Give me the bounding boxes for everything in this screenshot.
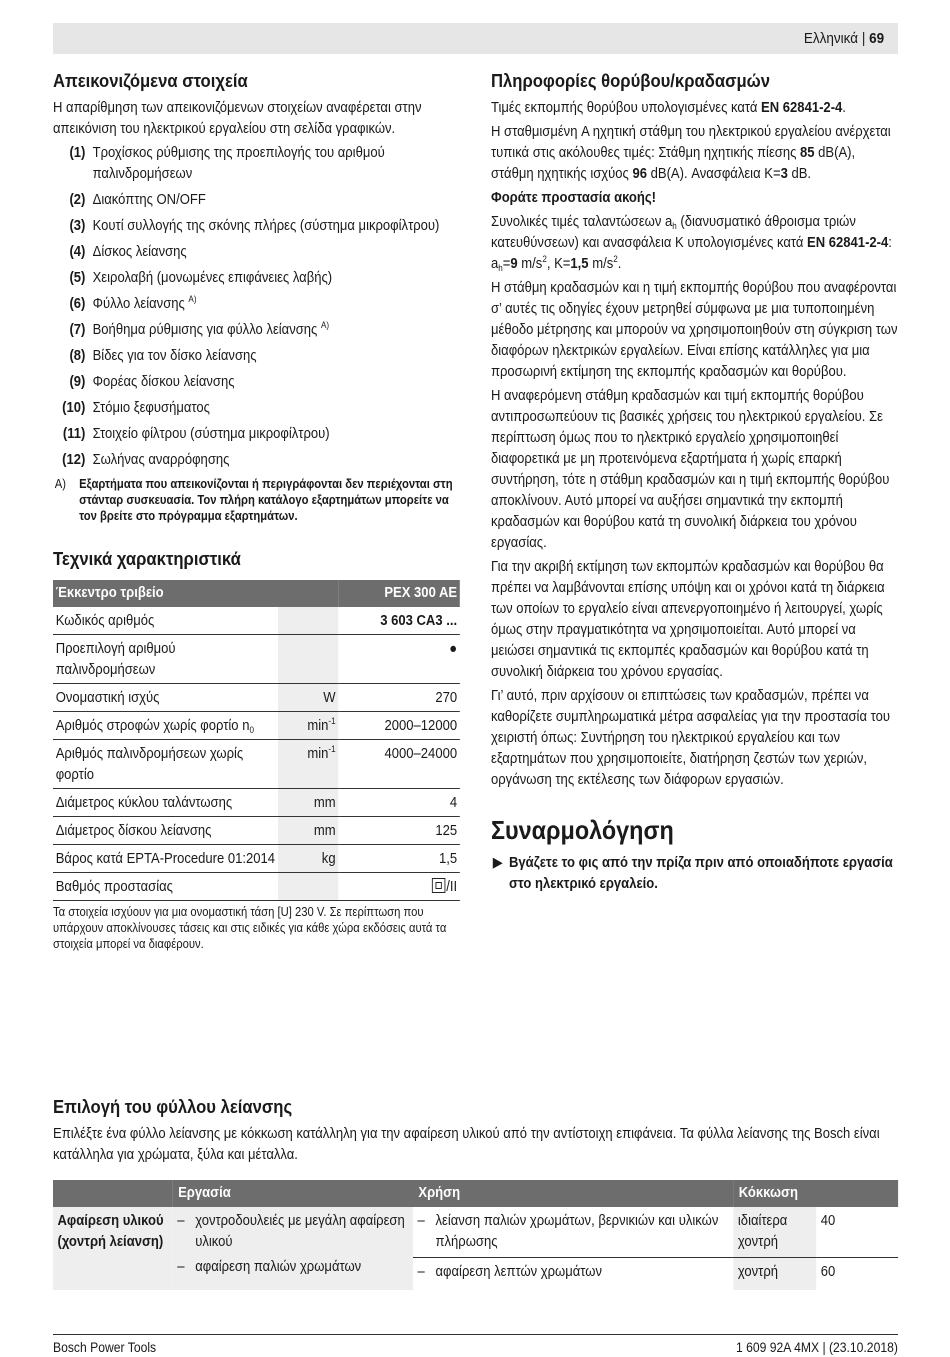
tech-value: 1,5 (338, 845, 460, 873)
component-item (53, 346, 460, 367)
assembly-title: Συναρμολόγηση (491, 815, 674, 845)
component-text: Στοιχείο φίλτρου (σύστημα μικροφίλτρου) (92, 426, 330, 442)
component-number: (12) (62, 452, 86, 468)
protection-class-icon (432, 878, 446, 893)
component-number: (7) (69, 322, 86, 338)
tech-label: Ονομαστική ισχύς (53, 684, 278, 712)
components-list (53, 143, 460, 471)
tech-table (53, 580, 460, 900)
component-note: A) (320, 320, 330, 330)
component-item (53, 216, 460, 237)
noise-p5: Η αναφερόμενη στάθμη κραδασμών και τιμή εκπομπής θορύβου αντιπροσωπεύουν τις βασικές χρήσεις του ηλεκτρικού εργαλείου. Σε περίπτωση όμως που το ηλεκτρικό εργαλείο χρησιμοποιηθεί διαφορετικά με μη προτεινόμενα εξαρτήματα ή χωρίς επαρκή συντήρηση, τότε η στάθμη κραδασμών και η τιμή εκπομπής θορύβου αποκλίνουν. Αυτό μπορεί να αυξήσει σημαντικά την εκπομπή κραδασμών και θορύβου κατά τη συνολική διάρκεια του χρόνου εργασίας. (491, 388, 890, 551)
sanding-header-grit: Κόκκωση (733, 1180, 898, 1207)
sanding-section (53, 1094, 898, 1290)
sanding-title: Επιλογή του φύλλου λείανσης (53, 1096, 293, 1117)
component-number: (4) (69, 244, 86, 260)
component-text: Δίσκος λείανσης (92, 244, 187, 260)
tech-value: 4000–24000 (338, 740, 460, 789)
footer-divider (53, 1334, 898, 1335)
sanding-header-row (53, 1180, 898, 1207)
tech-label: Προεπιλογή αριθμού παλινδρομήσεων (53, 635, 278, 684)
tech-label: Βάρος κατά EPTA-Procedure 01:2014 (53, 845, 278, 873)
component-note: A) (188, 294, 197, 304)
component-text: Στόμιο ξεφυσήματος (92, 400, 210, 416)
tech-row (53, 817, 460, 845)
assembly-warning (491, 853, 899, 895)
sanding-row-label: Αφαίρεση υλικού (χοντρή λείανση) (53, 1207, 173, 1290)
sanding-row (53, 1207, 898, 1258)
tech-unit (278, 635, 338, 684)
component-item (53, 398, 460, 419)
noise-p6: Για την ακριβή εκτίμηση των εκπομπών κραδασμών και θορύβου θα πρέπει να λαμβάνονται επίσης υπόψη και οι χρόνοι κατά τη διάρκεια των οποίων το εργαλείο είναι απενεργοποιημένο ή λειτουργεί, χωρίς όμως στην πραγματικότητα να χρησιμοποιείται. Αυτό μπορεί να μειώσει σημαντικά τις εκπομπές κραδασμών και θορύβου κατά τη συνολική διάρκεια του χρόνου εργασίας. (491, 559, 885, 680)
noise-p2: Η σταθμισμένη A ηχητική στάθμη του ηλεκτρικού εργαλείου ανέρχεται τυπικά στις ακόλουθες τιμές: Στάθμη ηχητικής πίεσης 85 dB(A), στάθμη ηχητικής ισχύος 96 dB(A). Ανασφάλεια K=3 dB. (491, 124, 891, 182)
tech-row (53, 845, 460, 873)
noise-p3: Συνολικές τιμές ταλαντώσεων $a_h$ (διανυσματικό άθροισμα τριών κατευθύνσεων) και ανασφάλεια K υπολογισμένες κατά EN 62841-2-4: $a_h=9$ $m/s^2$, K=1,5 $m/s^2$. (491, 214, 892, 273)
page-header-text: Ελληνικά | 69 (803, 30, 884, 47)
right-column (491, 68, 899, 895)
component-text: Φορέας δίσκου λείανσης (92, 374, 235, 390)
component-item (53, 320, 460, 341)
tech-value: /II (338, 873, 460, 901)
tech-unit: $\min^{-1}$ (278, 712, 338, 740)
noise-p1: Τιμές εκπομπής θορύβου υπολογισμένες κατά EN 62841-2-4. (491, 100, 846, 116)
component-number: (5) (69, 270, 86, 286)
component-text: Διακόπτης ON/OFF (92, 192, 206, 208)
component-number: (6) (69, 296, 86, 312)
tech-value: ● (338, 635, 460, 684)
component-text: Φύλλο λείανσης (92, 296, 185, 312)
page-header (53, 23, 898, 54)
tech-value: 270 (338, 684, 460, 712)
tech-label: Αριθμός στροφών χωρίς φορτίο $n_0$ (53, 712, 278, 740)
component-number: (3) (69, 218, 86, 234)
components-title: Απεικονιζόμενα στοιχεία (53, 70, 248, 91)
component-item (53, 450, 460, 471)
sanding-grit-text: ιδιαίτερα χοντρή (733, 1207, 816, 1258)
tech-unit (278, 873, 338, 901)
component-number: (1) (69, 145, 86, 161)
component-text: Κουτί συλλογής της σκόνης πλήρες (σύστημα μικροφίλτρου) (92, 218, 440, 234)
sanding-task-item: – χοντροδουλειές με μεγάλη αφαίρεση υλικού (177, 1213, 405, 1250)
left-column (53, 68, 460, 952)
tech-value: 125 (338, 817, 460, 845)
components-footnote (53, 476, 460, 524)
tech-label: Βαθμός προστασίας (55, 879, 173, 895)
sanding-usage-cell: – αφαίρεση λεπτών χρωμάτων (417, 1264, 602, 1280)
page-number: 69 (868, 30, 884, 47)
warning-triangle-icon: ▶ (492, 855, 503, 871)
tech-unit: W (278, 684, 338, 712)
component-text: Βίδες για τον δίσκο λείανσης (92, 348, 257, 364)
tech-unit (278, 607, 338, 635)
tech-note: Τα στοιχεία ισχύουν για μια ονομαστική τάση [U] 230 V. Σε περίπτωση που υπάρχουν αποκλίνουσες τάσεις και στις ειδικές για κάθε χώρα εκδόσεις αυτά τα στοιχεία μπορεί να διαφέρουν. (53, 900, 460, 952)
tech-row (53, 607, 460, 635)
noise-p7: Γι’ αυτό, πριν αρχίσουν οι επιπτώσεις των κραδασμών, πρέπει να καθορίζετε συμπληρωματικά μέτρα ασφαλείας για την προστασία του χειριστή όπως: Συντήρηση του ηλεκτρικού εργαλείου και των εξαρτημάτων που χρησιμοποιείτε, διατήρηση ζεστών των χεριών, οργάνωση της εκτέλεσης των διάφορων εργασιών. (491, 688, 890, 788)
component-number: (8) (69, 348, 86, 364)
component-item (53, 190, 460, 211)
component-item (53, 268, 460, 289)
sanding-grit-text: χοντρή (733, 1258, 816, 1290)
assembly-warning-text: Βγάζετε το φις από την πρίζα πριν από οποιαδήποτε εργασία στο ηλεκτρικό εργαλείο. (509, 855, 893, 892)
component-number: (2) (69, 192, 86, 208)
sanding-intro: Επιλέξτε ένα φύλλο λείανσης με κόκκωση κατάλληλη για την αφαίρεση υλικού από την αντίστοιχη επιφάνεια. Τα φύλλα λείανσης της Bosch είναι κατάλληλα για χρώματα, ξύλα και μέταλλα. (53, 1126, 880, 1163)
footnote-text: Εξαρτήματα που απεικονίζονται ή περιγράφονται δεν περιέχονται στη στάνταρ συσκευασία. Τον πλήρη κατάλογο εξαρτημάτων μπορείτε να τον βρείτε στο πρόγραμμα εξαρτημάτων. (79, 477, 453, 523)
hearing-warning: Φοράτε προστασία ακοής! (491, 190, 657, 206)
tech-row (53, 789, 460, 817)
tech-label: Αριθμός παλινδρομήσεων χωρίς φορτίο (53, 740, 278, 789)
sanding-grit-value: 60 (820, 1264, 836, 1280)
component-text: Σωλήνας αναρρόφησης (92, 452, 230, 468)
component-item (53, 294, 460, 315)
tech-unit: $\min^{-1}$ (278, 740, 338, 789)
tech-header-model: PEX 300 AE (338, 580, 460, 607)
footer-brand: Bosch Power Tools (53, 1340, 157, 1355)
tech-unit: mm (278, 789, 338, 817)
noise-title: Πληροφορίες θορύβου/κραδασμών (491, 70, 770, 91)
footnote-mark: A) (54, 477, 67, 491)
component-item (53, 242, 460, 263)
tech-row (53, 740, 460, 789)
sanding-task-item: – αφαίρεση παλιών χρωμάτων (177, 1259, 362, 1275)
tech-unit: mm (278, 817, 338, 845)
component-item (53, 372, 460, 393)
tech-header-label: Έκκεντρο τριβείο (53, 580, 338, 607)
sanding-usage-cell: – λείανση παλιών χρωμάτων, βερνικιών και υλικών πλήρωσης (413, 1207, 733, 1258)
tech-unit: kg (278, 845, 338, 873)
sanding-header-usage: Χρήση (413, 1180, 733, 1207)
component-number: (10) (62, 400, 86, 416)
tech-row (53, 635, 460, 684)
component-number: (11) (62, 426, 86, 442)
tech-label: Διάμετρος δίσκου λείανσης (53, 817, 278, 845)
component-text: Τροχίσκος ρύθμισης της προεπιλογής του αριθμού παλινδρομήσεων (92, 145, 385, 182)
tech-header-row (53, 580, 460, 607)
tech-row (53, 712, 460, 740)
component-number: (9) (69, 374, 86, 390)
tech-value: 4 (338, 789, 460, 817)
component-item (53, 143, 460, 185)
component-text: Βοήθημα ρύθμισης για φύλλο λείανσης (92, 322, 318, 338)
components-intro: Η απαρίθμηση των απεικονιζόμενων στοιχείων αναφέρεται στην απεικόνιση του ηλεκτρικού εργαλείου στη σελίδα γραφικών. (53, 100, 422, 137)
component-item (53, 424, 460, 445)
tech-label: Διάμετρος κύκλου ταλάντωσης (53, 789, 278, 817)
tech-row (53, 873, 460, 901)
tech-row (53, 684, 460, 712)
footer-doc-number: 1 609 92A 4MX | (23.10.2018) (736, 1340, 898, 1355)
sanding-table (53, 1180, 898, 1290)
sanding-tasks (173, 1207, 413, 1290)
sanding-grit-value: 40 (816, 1207, 898, 1258)
noise-p4: Η στάθμη κραδασμών και η τιμή εκπομπής θορύβου που αναφέρονται σ’ αυτές τις οδηγίες έχουν μετρηθεί σύμφωνα με μια τυποποιημένη μέθοδο μέτρησης και μπορούν να χρησιμοποιηθούν στη σύγκριση των διαφόρων ηλεκτρικών εργαλείων. Είναι επίσης κατάλληλες για μια προσωρινή εκτίμηση της εκπομπής κραδασμών και θορύβου. (491, 280, 898, 380)
sanding-header-task: Εργασία (173, 1180, 413, 1207)
tech-value: 2000–12000 (338, 712, 460, 740)
tech-label: Κωδικός αριθμός (53, 607, 278, 635)
language-label: Ελληνικά (803, 30, 858, 47)
sanding-header-empty (53, 1180, 173, 1207)
tech-title: Τεχνικά χαρακτηριστικά (53, 548, 241, 569)
component-text: Χειρολαβή (μονωμένες επιφάνειες λαβής) (92, 270, 333, 286)
tech-value: 3 603 CA3 ... (338, 607, 460, 635)
